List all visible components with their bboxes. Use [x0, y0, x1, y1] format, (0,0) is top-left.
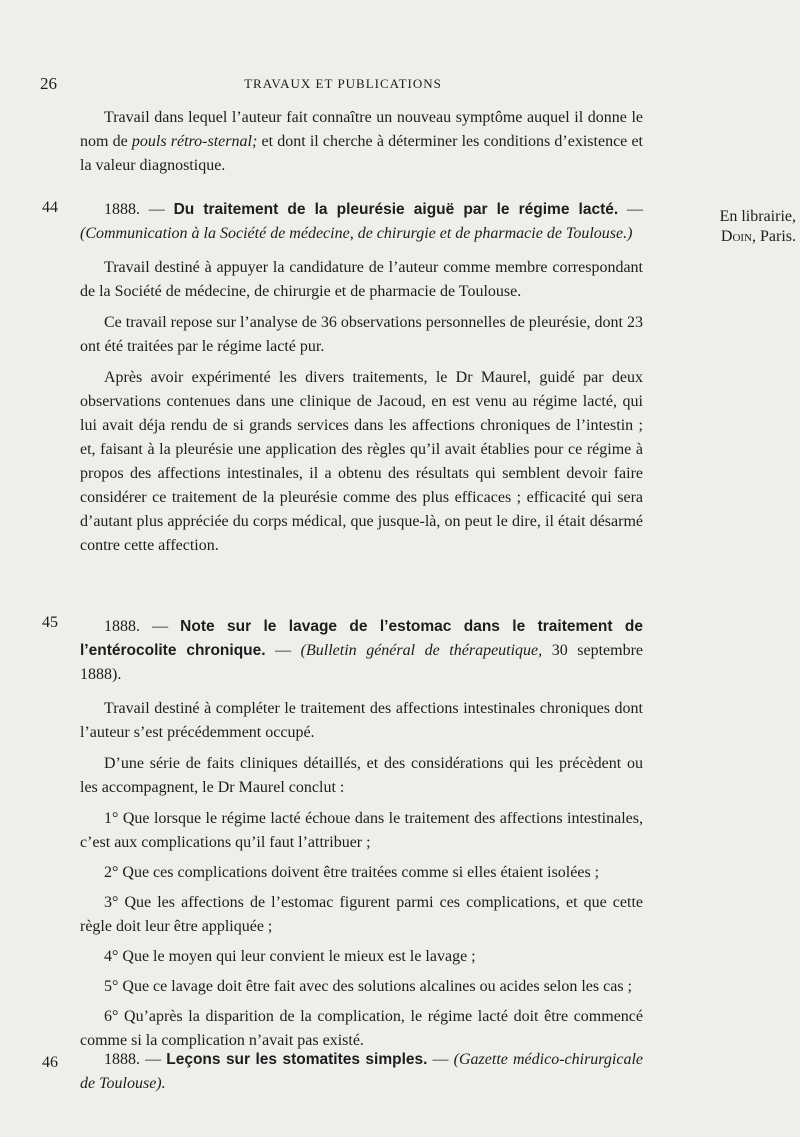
- entry-45-list-item-6: 6° Qu’après la disparition de la complication, le régime lacté doit être commencé comme si la complication n’avait pas existé.: [80, 1008, 643, 1049]
- margin-note: [676, 207, 796, 247]
- margin-note-city: , Paris.: [752, 228, 796, 245]
- entry-45-reference: (Bulletin général de thérapeutique,: [300, 642, 543, 659]
- entry-46-year: 1888. —: [104, 1051, 162, 1068]
- entry-45-dash: —: [265, 642, 301, 659]
- entry-44-dash: —: [618, 201, 643, 218]
- entry-44-paragraph-3: Après avoir expérimenté les divers traitements, le Dr Maurel, guidé par deux observations contenues dans une clinique de Jacoud, en est venu au régime lacté, qui lui avait déja rendu de si grands services dans les affections chroniques de l’intestin ; et, faisant à la pleurésie une application des règles qu’il avait établies pour ce régime à propos des affections intestinales, il a obtenu des résultats qui semblent devoir faire considérer ce traitement de la pleurésie comme des plus efficaces ; efficacité qui sera d’autant plus appréciée du corps médical, que jusque-là, on peut le dire, il était désarmé contre cette affection.: [80, 369, 643, 554]
- entry-44-year: 1888. —: [104, 201, 165, 218]
- entry-45-paragraph-1: Travail destiné à compléter le traitement des affections intestinales chroniques dont l’auteur s’est précédemment occupé.: [80, 700, 643, 741]
- intro-text-end: et dont il cherche à déterminer les conditions d’existence et la valeur diagnostique.: [80, 133, 643, 174]
- entry-46-title: Leçons sur les stomatites simples.: [166, 1051, 428, 1068]
- entry-44-paragraph-2: Ce travail repose sur l’analyse de 36 observations personnelles de pleurésie, dont 23 ont été traitées par le régime lacté pur.: [80, 314, 643, 355]
- entry-45-list-item-4: 4° Que le moyen qui leur convient le mieux est le lavage ;: [104, 948, 476, 965]
- intro-term: pouls rétro-sternal;: [131, 133, 258, 150]
- entry-46-reference: (Gazette médico-chirurgicale de Toulouse).: [80, 1051, 644, 1092]
- page-header: [40, 74, 646, 94]
- entry-45-list-item-5: 5° Que ce lavage doit être fait avec des solutions alcalines ou acides selon les cas ;: [104, 978, 632, 995]
- entry-number-44: 44: [42, 199, 58, 216]
- intro-text: Travail dans lequel l’auteur fait connaître un nouveau symptôme auquel il donne le nom de: [80, 109, 643, 150]
- running-head: TRAVAUX ET PUBLICATIONS: [244, 76, 442, 91]
- entry-45-list-item-2: 2° Que ces complications doivent être traitées comme si elles étaient isolées ;: [104, 864, 600, 881]
- page-number: 26: [40, 74, 57, 93]
- entry-45-title: Note sur le lavage de l’estomac dans le traitement de l’entérocolite chronique.: [80, 618, 644, 659]
- intro-paragraph: [80, 106, 643, 178]
- entry-46-heading: [80, 1048, 643, 1096]
- intro-block: [80, 106, 643, 185]
- entry-number-46: 46: [42, 1054, 58, 1071]
- entry-44-reference: (Communication à la Société de médecine, de chirurgie et de pharmacie de Toulouse.): [80, 225, 633, 242]
- entry-45: [80, 615, 643, 1059]
- entry-45-date: 30 septembre 1888).: [80, 642, 644, 683]
- entry-45-paragraph-2: D’une série de faits cliniques détaillés, et des considérations qui les précèdent ou les accompagnent, le Dr Maurel conclut :: [80, 755, 643, 796]
- entry-45-list-item-1: 1° Que lorsque le régime lacté échoue dans le traitement des affections intestinales, c’est aux complications qu’il faut l’attribuer ;: [80, 810, 643, 851]
- entry-46-dash: —: [427, 1051, 454, 1068]
- entry-44-heading: [80, 198, 643, 246]
- margin-note-publisher: Doin: [720, 228, 752, 245]
- entry-45-list-item-3: 3° Que les affections de l’estomac figurent parmi ces complications, et que cette règle doit leur être appliquée ;: [80, 894, 643, 935]
- entry-45-heading: [80, 615, 643, 687]
- entry-44: [80, 198, 643, 565]
- entry-45-year: 1888. —: [104, 618, 169, 635]
- margin-note-line-1: En librairie,: [719, 208, 796, 225]
- entry-44-title: Du traitement de la pleurésie aiguë par le régime lacté.: [173, 201, 619, 218]
- entry-46: [80, 1048, 643, 1106]
- entry-44-paragraph-1: Travail destiné à appuyer la candidature de l’auteur comme membre correspondant de la Société de médecine, de chirurgie et de pharmacie de Toulouse.: [80, 259, 643, 300]
- entry-number-45: 45: [42, 614, 58, 631]
